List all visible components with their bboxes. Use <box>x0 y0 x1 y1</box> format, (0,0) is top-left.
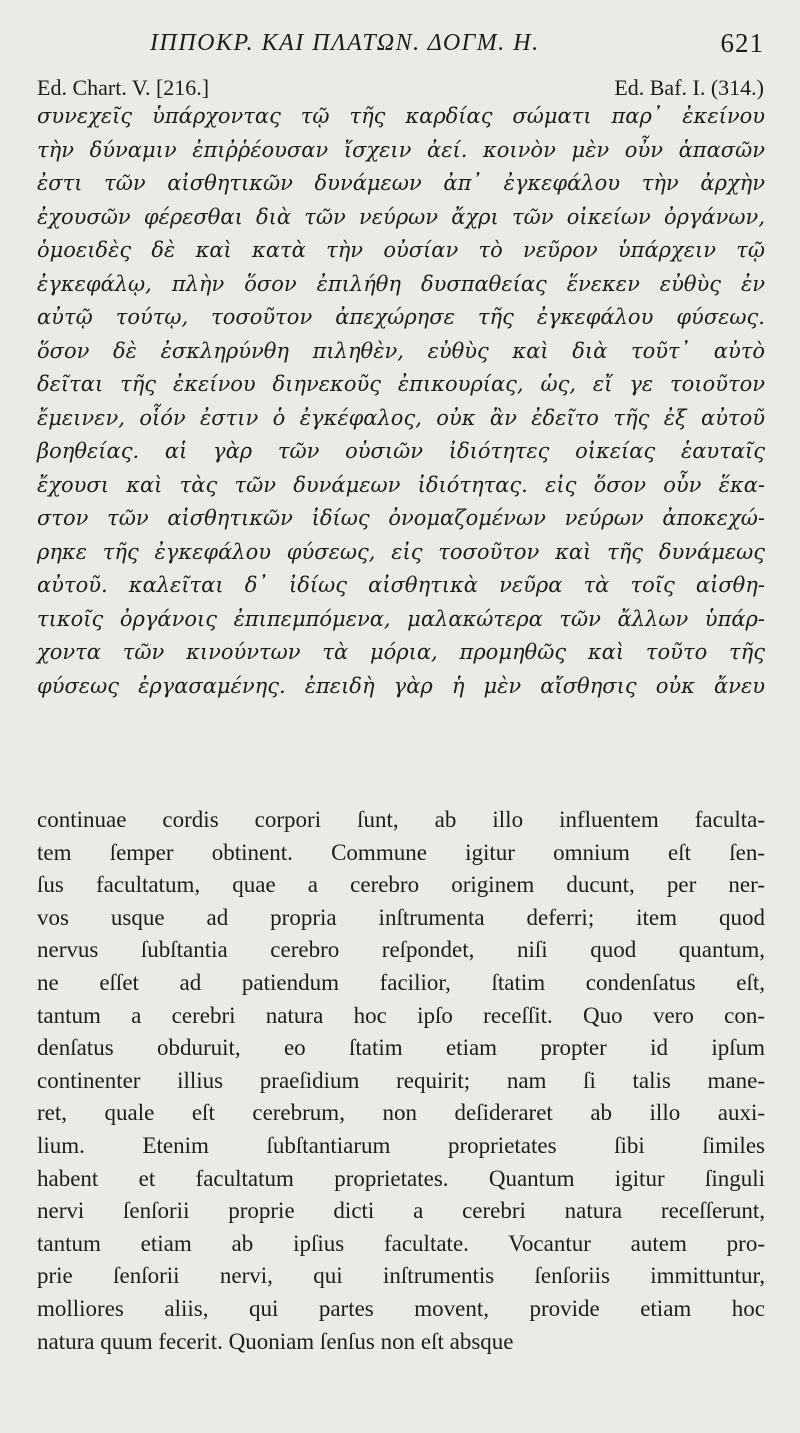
latin-text-line: nervi ſenſorii proprie dicti a cerebri natura receſſerunt, <box>37 1198 765 1224</box>
greek-text-line: ἐγκεφάλῳ, πλὴν ὅσον ἐπιλήθη δυσπαθείας ἕνεκεν εὐθὺς ἐν <box>37 271 765 296</box>
edition-reference-right: Ed. Baf. I. (314.) <box>614 75 764 100</box>
latin-text-line: continuae cordis corpori ſunt, ab illo influentem faculta- <box>37 807 765 832</box>
latin-text-line: tantum etiam ab ipſius facultate. Vocantur autem pro- <box>37 1230 765 1256</box>
latin-text-line: nervus ſubſtantia cerebro reſpondet, niſi quod quantum, <box>37 937 765 963</box>
greek-text-line: αὐτῷ τούτῳ, τοσοῦτον ἀπεχώρησε τῆς ἐγκεφάλου φύσεως. <box>37 305 765 329</box>
greek-text-line: ρηκε τῆς ἐγκεφάλου φύσεως, εἰς τοσοῦτον καὶ τῆς δυνάμεως <box>37 539 765 564</box>
latin-text-line: ſus facultatum, quae a cerebro originem ducunt, per ner- <box>37 872 765 898</box>
latin-text-line: continenter illius praeſidium requirit; nam ſi talis mane- <box>37 1067 765 1093</box>
greek-text-line: αὐτοῦ. καλεῖται δ᾽ ἰδίως αἰσθητικὰ νεῦρα τὰ τοῖς αἰσθη- <box>37 573 765 597</box>
latin-text-line: molliores aliis, qui partes movent, provide etiam hoc <box>37 1295 765 1321</box>
greek-text-line: ἔχουσι καὶ τὰς τῶν δυνάμεων ἰδιότητας. εἰς ὅσον οὖν ἕκα- <box>37 472 765 497</box>
latin-text-line: prie ſenſorii nervi, qui inſtrumentis ſenſoriis immittuntur, <box>37 1263 765 1289</box>
greek-text-line: φύσεως ἐργασαμένης. ἐπειδὴ γὰρ ἡ μὲν αἴσθησις οὐκ ἄνευ <box>37 673 765 698</box>
latin-text-line: denſatus obduruit, eo ſtatim etiam propter id ipſum <box>37 1035 765 1061</box>
edition-reference-left: Ed. Chart. V. [216.] <box>37 75 210 100</box>
greek-text-line: δεῖται τῆς ἐκείνου διηνεκοῦς ἐπικουρίας, ὡς, εἴ γε τοιοῦτον <box>37 372 765 396</box>
latin-translation-block <box>37 804 765 1358</box>
latin-text-line: ret, quale eſt cerebrum, non deſideraret ab illo auxi- <box>37 1100 765 1126</box>
running-title: ΙΠΠΟΚΡ. ΚΑΙ ΠΛΑΤΩΝ. ΔΟΓΜ. Η. <box>150 30 540 56</box>
greek-text-line: ἐχουσῶν φέρεσθαι διὰ τῶν νεύρων ἄχρι τῶν οἰκείων ὀργάνων, <box>37 204 765 229</box>
latin-text-line: tem ſemper obtinent. Commune igitur omnium eſt ſen- <box>37 839 765 865</box>
page-number: 621 <box>720 28 764 58</box>
greek-text-line: τὴν δύναμιν ἐπιῤῥέουσαν ἴσχειν ἀεί. κοινὸν μὲν οὖν ἁπασῶν <box>37 137 765 162</box>
greek-text-line: ἔμεινεν, οἷόν ἐστιν ὁ ἐγκέφαλος, οὐκ ἂν ἐδεῖτο τῆς ἐξ αὐτοῦ <box>37 405 765 430</box>
greek-text-line: βοηθείας. αἱ γὰρ τῶν οὐσιῶν ἰδιότητες οἰκείας ἑαυταῖς <box>37 439 765 463</box>
greek-text-block <box>37 100 765 703</box>
greek-text-line: ὁμοειδὲς δὲ καὶ κατὰ τὴν οὐσίαν τὸ νεῦρον ὑπάρχειν τῷ <box>37 238 765 262</box>
latin-text-line: vos usque ad propria inſtrumenta deferri; item quod <box>37 904 765 930</box>
greek-text-line: ὅσον δὲ ἐσκληρύνθη πιληθὲν, εὐθὺς καὶ διὰ τοῦτ᾽ αὐτὸ <box>37 338 765 363</box>
greek-text-line: τικοῖς ὀργάνοις ἐπιπεμπόμενα, μαλακώτερα τῶν ἄλλων ὑπάρ- <box>37 606 765 631</box>
latin-text-line: lium. Etenim ſubſtantiarum proprietates ſibi ſimiles <box>37 1132 765 1158</box>
greek-text-line: συνεχεῖς ὑπάρχοντας τῷ τῆς καρδίας σώματι παρ᾽ ἐκείνου <box>37 104 765 128</box>
greek-text-line: χοντα τῶν κινούντων τὰ μόρια, προμηθῶς καὶ τοῦτο τῆς <box>37 640 765 664</box>
greek-text-line: ἐστι τῶν αἰσθητικῶν δυνάμεων ἀπ᾽ ἐγκεφάλου τὴν ἀρχὴν <box>37 171 765 195</box>
latin-text-line: habent et facultatum proprietates. Quantum igitur ſinguli <box>37 1165 765 1191</box>
greek-text-line: στον τῶν αἰσθητικῶν ἰδίως ὀνομαζομένων νεύρων ἀποκεχώ- <box>37 506 765 530</box>
latin-text-line: ne eſſet ad patiendum facilior, ſtatim condenſatus eſt, <box>37 969 765 995</box>
latin-text-line: natura quum fecerit. Quoniam ſenſus non eſt absque <box>37 1328 514 1354</box>
latin-text-line: tantum a cerebri natura hoc ipſo receſſit. Quo vero con- <box>37 1002 765 1028</box>
